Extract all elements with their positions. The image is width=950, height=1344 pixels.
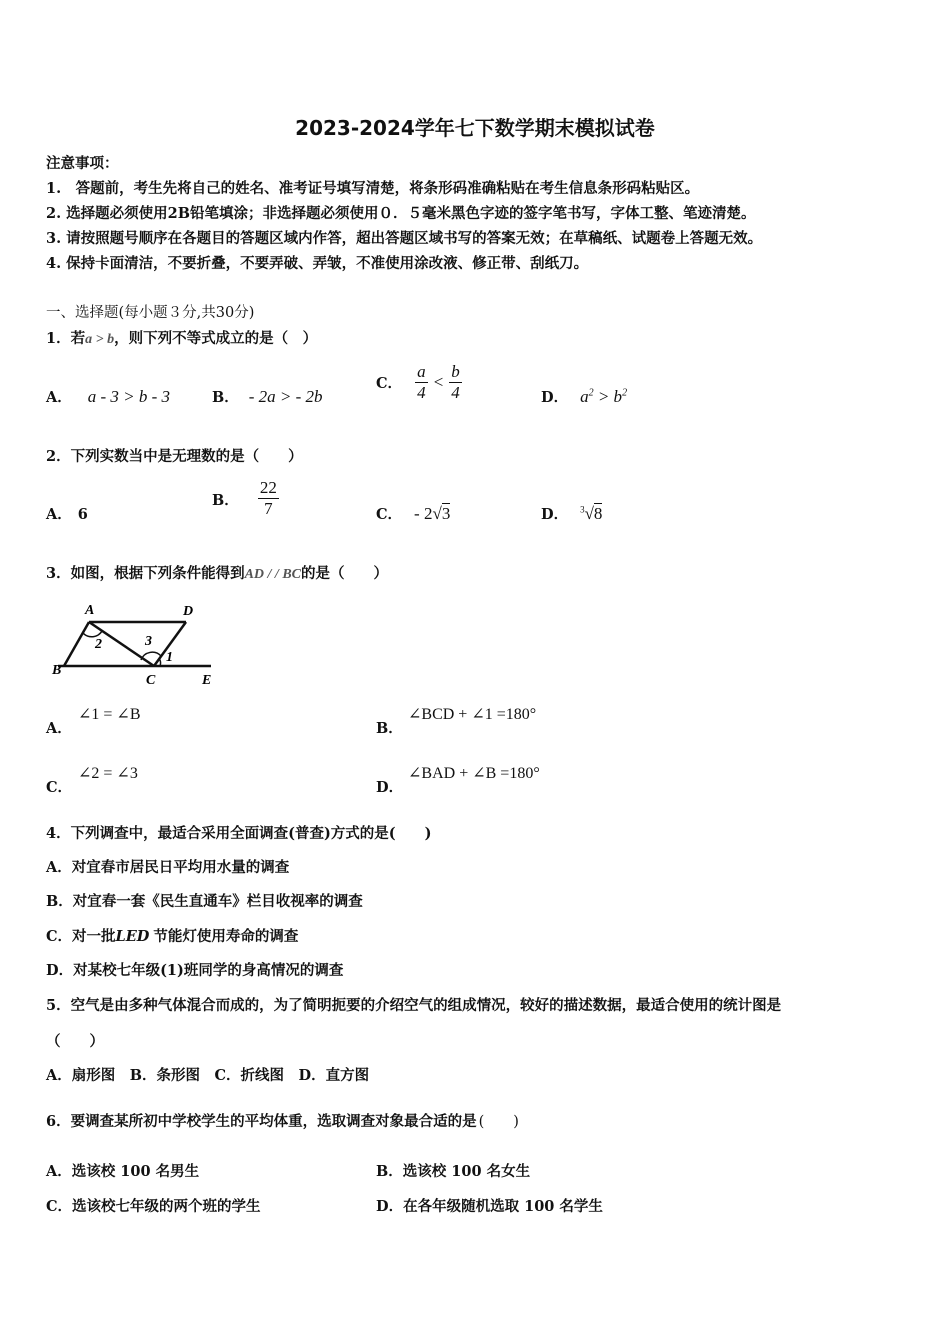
- q6-option-a: A．选该校 100 名男生: [46, 1163, 200, 1180]
- q6-option-d: D．在各年级随机选取 100 名学生: [376, 1198, 603, 1215]
- fig-label-a: A: [85, 603, 95, 618]
- fig-label-d: D: [183, 604, 194, 619]
- notice-item: 3. 请按照题号顺序在各题目的答题区域内作答，超出答题区域书写的答案无效；在草稿纸、试题卷上答题无效。: [46, 230, 763, 247]
- q2-option-c: C． - 2√3: [376, 504, 451, 523]
- q1-option-c: C． $\frac{a}{4}$ < $\frac{b}{4}$: [376, 362, 460, 402]
- question-2-stem: 2．下列实数当中是无理数的是（ ）: [46, 448, 303, 465]
- question-3-stem: 3．如图，根据下列条件能得到AD / / BC的是（ ）: [46, 565, 388, 582]
- fig-label-c: C: [146, 673, 156, 688]
- page-title: 2023-2024学年七下数学期末模拟试卷: [295, 116, 655, 140]
- q3-option-c-label: C．: [46, 779, 73, 796]
- q6-option-b: B．选该校 100 名女生: [376, 1163, 531, 1180]
- q1-option-a: A． a - 3 > b - 3: [46, 387, 171, 406]
- question-1-stem: 1．若a > b，则下列不等式成立的是（ ）: [46, 330, 318, 347]
- q5-answer-paren: （ ）: [46, 1033, 104, 1050]
- notice-item: 1. 答题前，考生先将自己的姓名、准考证号填写清楚，将条形码准确粘贴在考生信息条形码粘贴区。: [46, 180, 700, 197]
- q1-condition: a > b: [85, 332, 115, 347]
- geometry-figure: [46, 598, 226, 690]
- fig-angle-1: 1: [166, 650, 173, 665]
- q4-option-a: A．对宜春市居民日平均用水量的调查: [46, 859, 290, 876]
- fig-label-b: B: [52, 663, 62, 678]
- q4-option-b: B．对宜春一套《民生直通车》栏目收视率的调查: [46, 893, 363, 910]
- q3-option-c: ∠2 = ∠3: [78, 765, 138, 782]
- fig-angle-2: 2: [95, 637, 102, 652]
- q3-option-d-label: D．: [376, 779, 404, 796]
- question-5-stem: 5．空气是由多种气体混合而成的，为了简明扼要的介绍空气的组成情况，较好的描述数据，最适合使用的统计图是: [46, 997, 782, 1014]
- q4-option-c: C．对一批LED 节能灯使用寿命的调查: [46, 928, 299, 945]
- q6-option-c: C．选该校七年级的两个班的学生: [46, 1198, 261, 1215]
- q3-condition: AD / / BC: [244, 567, 301, 582]
- section-heading: 一、选择题(每小题３分,共30分): [46, 305, 255, 321]
- question-6-stem: 6．要调查某所初中学校学生的平均体重，选取调查对象最合适的是 ( ): [46, 1113, 519, 1130]
- q2-option-b: B． $\frac{22}{7}$: [212, 478, 277, 518]
- question-4-stem: 4．下列调查中，最适合采用全面调查(普查)方式的是( ): [46, 825, 432, 842]
- fig-label-e: E: [202, 673, 212, 688]
- notice-item: 2. 选择题必须使用2B铅笔填涂；非选择题必须使用０．５毫米黑色字迹的签字笔书写，字体工整、笔迹清楚。: [46, 205, 756, 222]
- q2-option-a: A． 6: [46, 506, 88, 523]
- q4-option-d: D．对某校七年级(1)班同学的身高情况的调查: [46, 962, 344, 979]
- notice-heading: 注意事项：: [46, 155, 119, 172]
- q3-option-b: ∠BCD + ∠1 =180°: [408, 706, 537, 723]
- q3-option-b-label: B．: [376, 720, 403, 737]
- q3-option-a: ∠1 = ∠B: [78, 706, 141, 723]
- notice-item: 4. 保持卡面清洁，不要折叠，不要弄破、弄皱，不准使用涂改液、修正带、刮纸刀。: [46, 255, 589, 272]
- q2-option-d: D． $^3$√8: [541, 504, 603, 523]
- q3-option-a-label: A．: [46, 720, 72, 737]
- q3-option-d: ∠BAD + ∠B =180°: [408, 765, 540, 782]
- q1-option-b: B． - 2a > - 2b: [212, 387, 323, 406]
- q1-option-d: D． $a^2 > b^2$: [541, 387, 628, 406]
- fig-angle-3: 3: [145, 634, 152, 649]
- q5-options: A．扇形图 B．条形图 C．折线图 D．直方图: [46, 1067, 370, 1084]
